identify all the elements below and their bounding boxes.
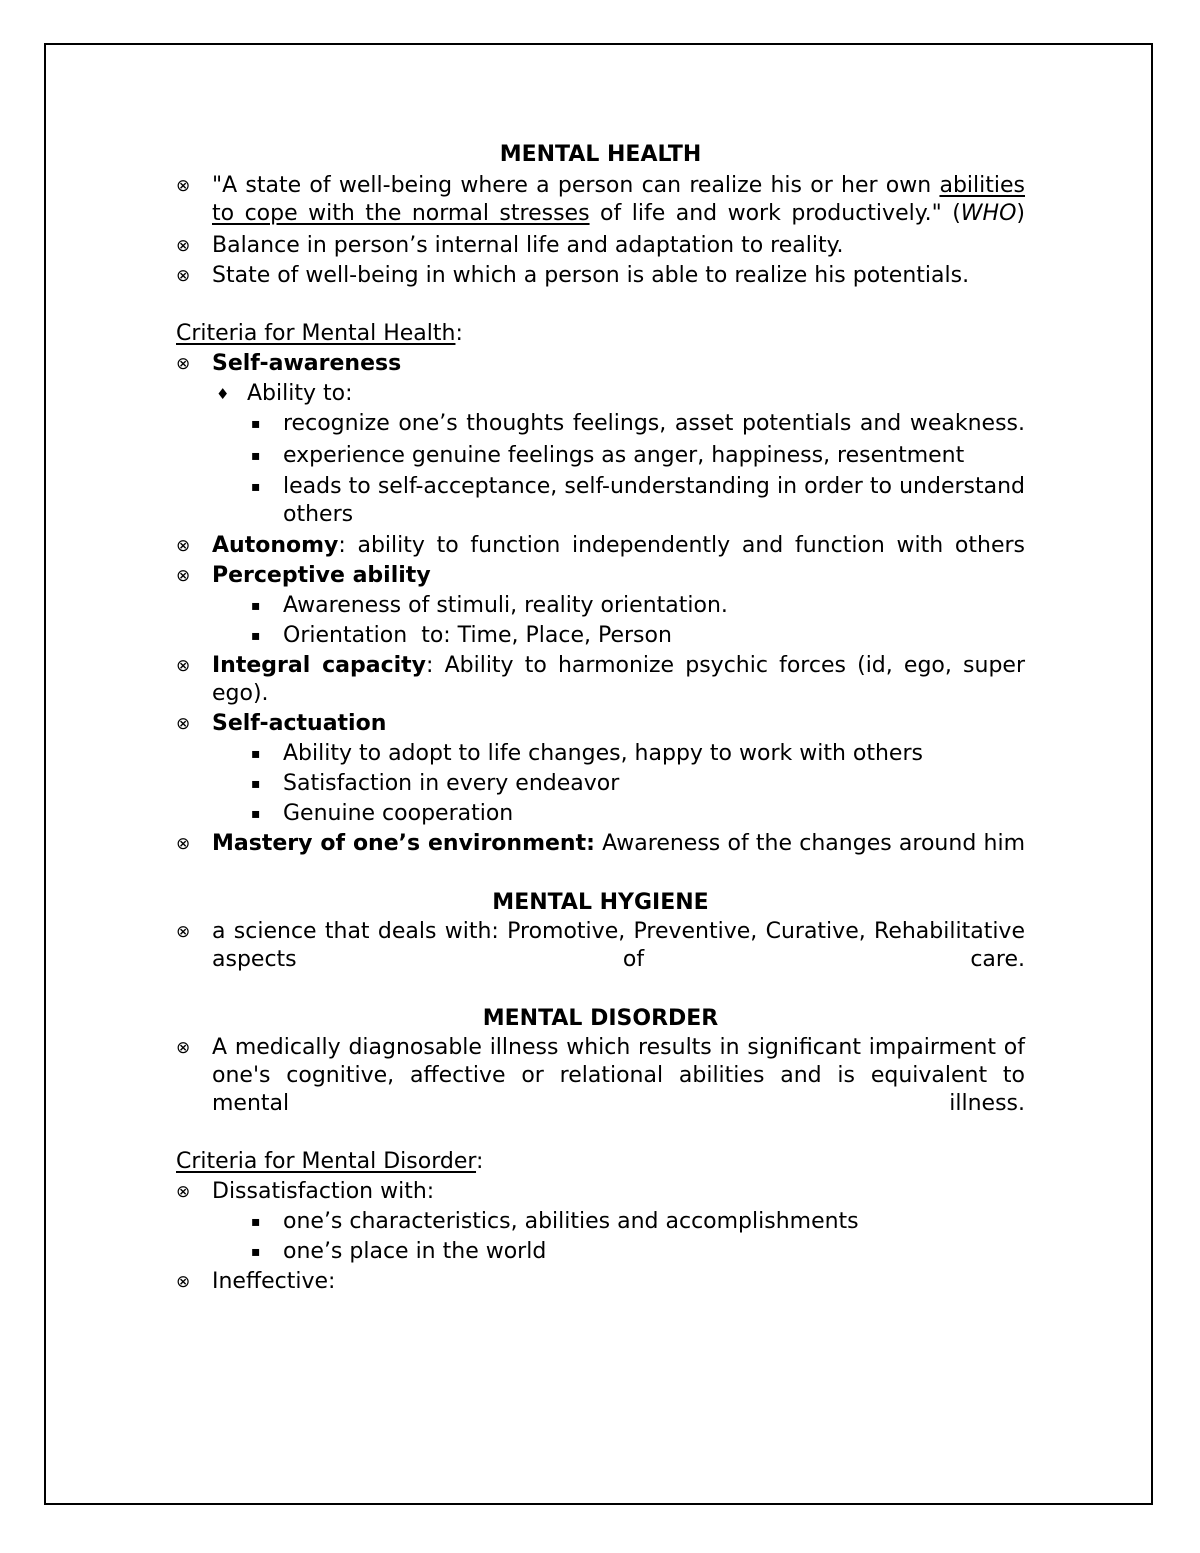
actuation-item-2: Satisfaction in every endeavor (283, 771, 620, 796)
circle-x-bullet-icon: ⊗ (176, 922, 191, 942)
well-being-point: State of well-being in which a person is able to realize his potentials. (212, 263, 970, 288)
list-item (176, 172, 1025, 228)
self-actuation-label: Self-actuation (212, 711, 387, 736)
list-item (247, 410, 1025, 438)
hygiene-point: a science that deals with: Promotive, Preventive, Curative, Rehabilitative aspects of care. (212, 919, 1025, 972)
list-item (176, 262, 1025, 290)
document-body (176, 140, 1025, 1296)
perceptive-item-2: Orientation to: Time, Place, Person (283, 623, 672, 648)
autonomy-point (212, 532, 1025, 560)
criteria-disorder-heading-text: Criteria for Mental Disorder (176, 1149, 477, 1174)
square-bullet-icon: ▪ (251, 628, 261, 644)
who-definition (212, 172, 1025, 228)
integral-text: : Ability to harmonize psychic forces (id, ego, super ego). (212, 653, 1025, 706)
list-item (247, 1208, 1025, 1236)
circle-x-bullet-icon: ⊗ (176, 1038, 191, 1058)
circle-x-bullet-icon: ⊗ (176, 834, 191, 854)
list-item (176, 1178, 1025, 1206)
perceptive-item-1: Awareness of stimuli, reality orientation. (283, 593, 728, 618)
square-bullet-icon: ▪ (251, 1214, 261, 1230)
integral-point (212, 652, 1025, 708)
ineffective-label: Ineffective: (212, 1269, 336, 1294)
autonomy-text: : ability to function independently and function with others (338, 533, 1025, 558)
balance-point: Balance in person’s internal life and adaptation to reality. (212, 233, 844, 258)
list-item (176, 232, 1025, 260)
circle-x-bullet-icon: ⊗ (176, 1272, 191, 1292)
list-item (247, 442, 1025, 470)
disorder-item-1: one’s characteristics, abilities and accomplishments (283, 1209, 859, 1234)
sa-item-2: experience genuine feelings as anger, happiness, resentment (283, 443, 965, 468)
criteria-disorder-heading (176, 1148, 1025, 1176)
mental-hygiene-title: MENTAL HYGIENE (492, 890, 709, 915)
circle-x-bullet-icon: ⊗ (176, 354, 191, 374)
list-item (176, 532, 1025, 560)
square-bullet-icon: ▪ (251, 776, 261, 792)
circle-x-bullet-icon: ⊗ (176, 266, 191, 286)
mastery-label: Mastery of one’s environment: (212, 831, 595, 856)
list-item (247, 592, 1025, 620)
diamond-bullet-icon: ♦ (216, 385, 230, 403)
square-bullet-icon: ▪ (251, 746, 261, 762)
who-close: ) (1016, 201, 1025, 226)
list-item (176, 710, 1025, 738)
circle-x-bullet-icon: ⊗ (176, 656, 191, 676)
circle-x-bullet-icon: ⊗ (176, 1182, 191, 1202)
disorder-item-2: one’s place in the world (283, 1239, 547, 1264)
list-item (176, 918, 1025, 974)
list-item (247, 740, 1025, 768)
list-item (176, 652, 1025, 708)
ability-to-label: Ability to: (247, 381, 353, 406)
circle-x-bullet-icon: ⊗ (176, 714, 191, 734)
list-item (247, 622, 1025, 650)
who-quote-text: "A state of well-being where a person can realize his or her own (212, 173, 940, 198)
square-bullet-icon: ▪ (251, 479, 261, 495)
criteria-health-heading (176, 320, 1025, 348)
mental-disorder-title: MENTAL DISORDER (482, 1006, 719, 1031)
circle-x-bullet-icon: ⊗ (176, 236, 191, 256)
mastery-text: Awareness of the changes around him (594, 831, 1026, 856)
list-item (176, 562, 1025, 590)
who-source: WHO (960, 201, 1017, 226)
sa-item-3: leads to self-acceptance, self-understanding in order to understand others (283, 474, 1025, 527)
list-item (216, 380, 1025, 408)
square-bullet-icon: ▪ (251, 598, 261, 614)
perceptive-label: Perceptive ability (212, 563, 431, 588)
list-item (247, 800, 1025, 828)
self-awareness-label: Self-awareness (212, 351, 402, 376)
list-item (247, 473, 1025, 529)
disorder-point: A medically diagnosable illness which results in significant impairment of one's cognitive, affective or relational abilities and is equivalent to mental illness. (212, 1035, 1025, 1116)
list-item (176, 830, 1025, 858)
mental-health-title: MENTAL HEALTH (499, 142, 702, 167)
list-item (176, 1268, 1025, 1296)
circle-x-bullet-icon: ⊗ (176, 176, 191, 196)
actuation-item-3: Genuine cooperation (283, 801, 514, 826)
heading-colon: : (455, 321, 463, 346)
heading-colon: : (476, 1149, 484, 1174)
square-bullet-icon: ▪ (251, 416, 261, 432)
circle-x-bullet-icon: ⊗ (176, 566, 191, 586)
actuation-item-1: Ability to adopt to life changes, happy to work with others (283, 741, 923, 766)
mastery-point (212, 830, 1025, 858)
who-quote-rest: of life and work productively." ( (589, 201, 961, 226)
list-item (247, 1238, 1025, 1266)
criteria-health-heading-text: Criteria for Mental Health (176, 321, 456, 346)
list-item (247, 770, 1025, 798)
list-item (176, 350, 1025, 378)
integral-label: Integral capacity (212, 653, 427, 678)
who-quote-underlined: abilities to cope with the normal stresses (212, 173, 1025, 226)
square-bullet-icon: ▪ (251, 448, 261, 464)
square-bullet-icon: ▪ (251, 1244, 261, 1260)
sa-item-1: recognize one’s thoughts feelings, asset potentials and weakness. (283, 411, 1025, 436)
dissatisfaction-label: Dissatisfaction with: (212, 1179, 435, 1204)
square-bullet-icon: ▪ (251, 806, 261, 822)
autonomy-label: Autonomy (212, 533, 339, 558)
list-item (176, 1034, 1025, 1118)
circle-x-bullet-icon: ⊗ (176, 536, 191, 556)
